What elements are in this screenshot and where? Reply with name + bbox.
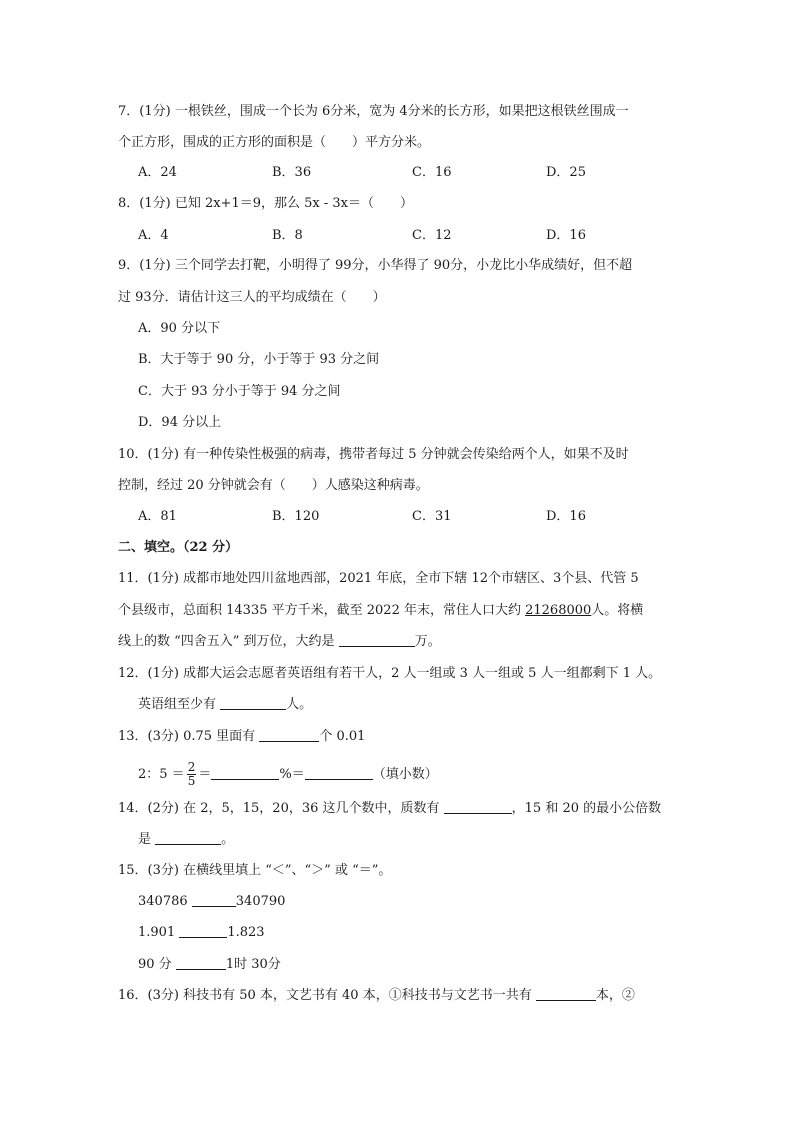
q12-line2-tail: 人。: [286, 697, 313, 712]
q8-stem-line1: 8．(1分) 已知 2x+1＝9，那么 5x - 3x＝（ ）: [118, 196, 413, 211]
q8-option-a[interactable]: A．4: [138, 228, 169, 243]
q11-stem-line3: [118, 632, 441, 652]
q13-equals: ＝: [198, 767, 212, 782]
q7-stem-line1: 7．(1分) 一根铁丝，围成一个长为 6分米，宽为 4分米的长方形，如果把这根铁丝围成一: [118, 104, 629, 119]
q13-stem-line2: [138, 761, 438, 788]
q11-underlined-number: 21268000: [525, 603, 592, 618]
q11-line2-tail: 人。将横: [591, 603, 644, 618]
q16-answer-blank-1[interactable]: [536, 986, 596, 1001]
q14-answer-blank-2[interactable]: [155, 830, 221, 845]
q14-answer-blank-1[interactable]: [444, 799, 512, 814]
q14-stem-line1: [118, 799, 661, 819]
q7-option-a[interactable]: A．24: [138, 165, 177, 180]
q10-option-d[interactable]: D．16: [546, 509, 586, 524]
q11-stem-line1: 11．(1分) 成都市地处四川盆地西部，2021 年底，全市下辖 12个市辖区、3个县、代管 5: [118, 571, 639, 586]
q11-line3-tail: 万。: [414, 634, 441, 649]
section-heading-fill-in: 二、填空。（22 分）: [118, 540, 239, 555]
q15-row-2: [138, 923, 265, 943]
q9-stem-line1: 9．(1分) 三个同学去打靶，小明得了 99分，小华得了 90分，小龙比小华成绩好，但不超: [118, 258, 633, 273]
q13-fraction-denominator: 5: [187, 774, 196, 788]
q9-option-b[interactable]: B．大于等于 90 分，小于等于 93 分之间: [138, 352, 380, 367]
q15-row-3: [138, 955, 281, 975]
q10-option-b[interactable]: B．120: [272, 509, 320, 524]
q14-line1-tail: ，15 和 20 的最小公倍数: [511, 801, 662, 816]
q13-answer-blank-1[interactable]: [259, 727, 319, 742]
q15-stem-line1: 15．(3分) 在横线里填上 “＜”、“＞” 或 “＝”。: [118, 863, 392, 878]
q13-stem-line1: [118, 727, 365, 747]
q9-option-d[interactable]: D．94 分以上: [138, 415, 222, 430]
q7-stem-line2: 个正方形，围成的正方形的面积是（ ）平方分米。: [118, 135, 431, 150]
q15-row1-left: 340786: [138, 894, 188, 909]
q14-line2-tail: 。: [221, 832, 235, 847]
q13-line1-tail: 个 0.01: [319, 729, 366, 744]
q14-line1-text: 14．(2分) 在 2，5，15，20，36 这几个数中，质数有: [118, 801, 444, 816]
q7-option-d[interactable]: D．25: [546, 165, 586, 180]
q8-option-d[interactable]: D．16: [546, 228, 586, 243]
q7-option-b[interactable]: B．36: [272, 165, 312, 180]
q8-option-c[interactable]: C．12: [412, 228, 452, 243]
q13-answer-blank-3[interactable]: [305, 765, 373, 780]
q16-stem-line1: [118, 986, 635, 1006]
q16-line1-tail: 本，②: [595, 988, 635, 1003]
q13-ratio: 2：5 ＝: [138, 767, 185, 782]
q11-line3-text: 线上的数 “四舍五入” 到万位，大约是: [118, 634, 339, 649]
q10-options: [138, 507, 698, 527]
q13-fraction-numerator: 2: [187, 760, 196, 774]
q12-stem-line1: 12．(1分) 成都大运会志愿者英语组有若干人，2 人一组或 3 人一组或 5 人一组都剩下 1 人。: [118, 666, 662, 681]
q8-option-b[interactable]: B．8: [272, 228, 303, 243]
q9-stem-line2: 过 93分．请估计这三人的平均成绩在（ ）: [118, 290, 386, 305]
q16-line1-text: 16．(3分) 科技书有 50 本，文艺书有 40 本，①科技书与文艺书一共有: [118, 988, 536, 1003]
q11-line2-text: 个县级市，总面积 14335 平方千米，截至 2022 年末，常住人口大约: [118, 603, 526, 618]
q10-stem-line2: 控制，经过 20 分钟就会有（ ）人感染这种病毒。: [118, 478, 429, 493]
q7-option-c[interactable]: C．16: [412, 165, 452, 180]
q13-fraction: [187, 761, 197, 788]
q15-row3-blank[interactable]: [176, 955, 226, 970]
q15-row3-left: 90 分: [138, 957, 172, 972]
q9-option-c[interactable]: C．大于 93 分小于等于 94 分之间: [138, 384, 341, 399]
q15-row-1: [138, 892, 285, 912]
q12-line2-text: 英语组至少有: [138, 697, 221, 712]
q7-options: [138, 163, 698, 183]
q14-stem-line2: [138, 830, 234, 850]
q15-row3-right: 1时 30分: [225, 957, 281, 972]
q12-answer-blank[interactable]: [220, 695, 286, 710]
q14-line2-text: 是: [138, 832, 156, 847]
q8-options: [138, 226, 698, 246]
q13-answer-blank-2[interactable]: [211, 765, 279, 780]
q11-stem-line2: [118, 601, 643, 621]
q15-row2-right: 1.823: [227, 925, 265, 940]
q15-row2-blank[interactable]: [179, 923, 227, 938]
q15-row1-blank[interactable]: [192, 892, 236, 907]
q13-line1-text: 13．(3分) 0.75 里面有: [118, 729, 260, 744]
q13-note: （填小数）: [372, 767, 438, 782]
q15-row1-right: 340790: [235, 894, 286, 909]
q15-row2-left: 1.901: [138, 925, 176, 940]
q9-option-a[interactable]: A．90 分以下: [138, 321, 221, 336]
q13-percent-equals: %＝: [279, 767, 305, 782]
q10-option-a[interactable]: A．81: [138, 509, 177, 524]
q12-stem-line2: [138, 695, 312, 715]
q10-option-c[interactable]: C．31: [412, 509, 452, 524]
q11-answer-blank[interactable]: [339, 632, 415, 647]
q10-stem-line1: 10．(1分) 有一种传染性极强的病毒，携带者每过 5 分钟就会传染给两个人，如果不及时: [118, 447, 629, 462]
